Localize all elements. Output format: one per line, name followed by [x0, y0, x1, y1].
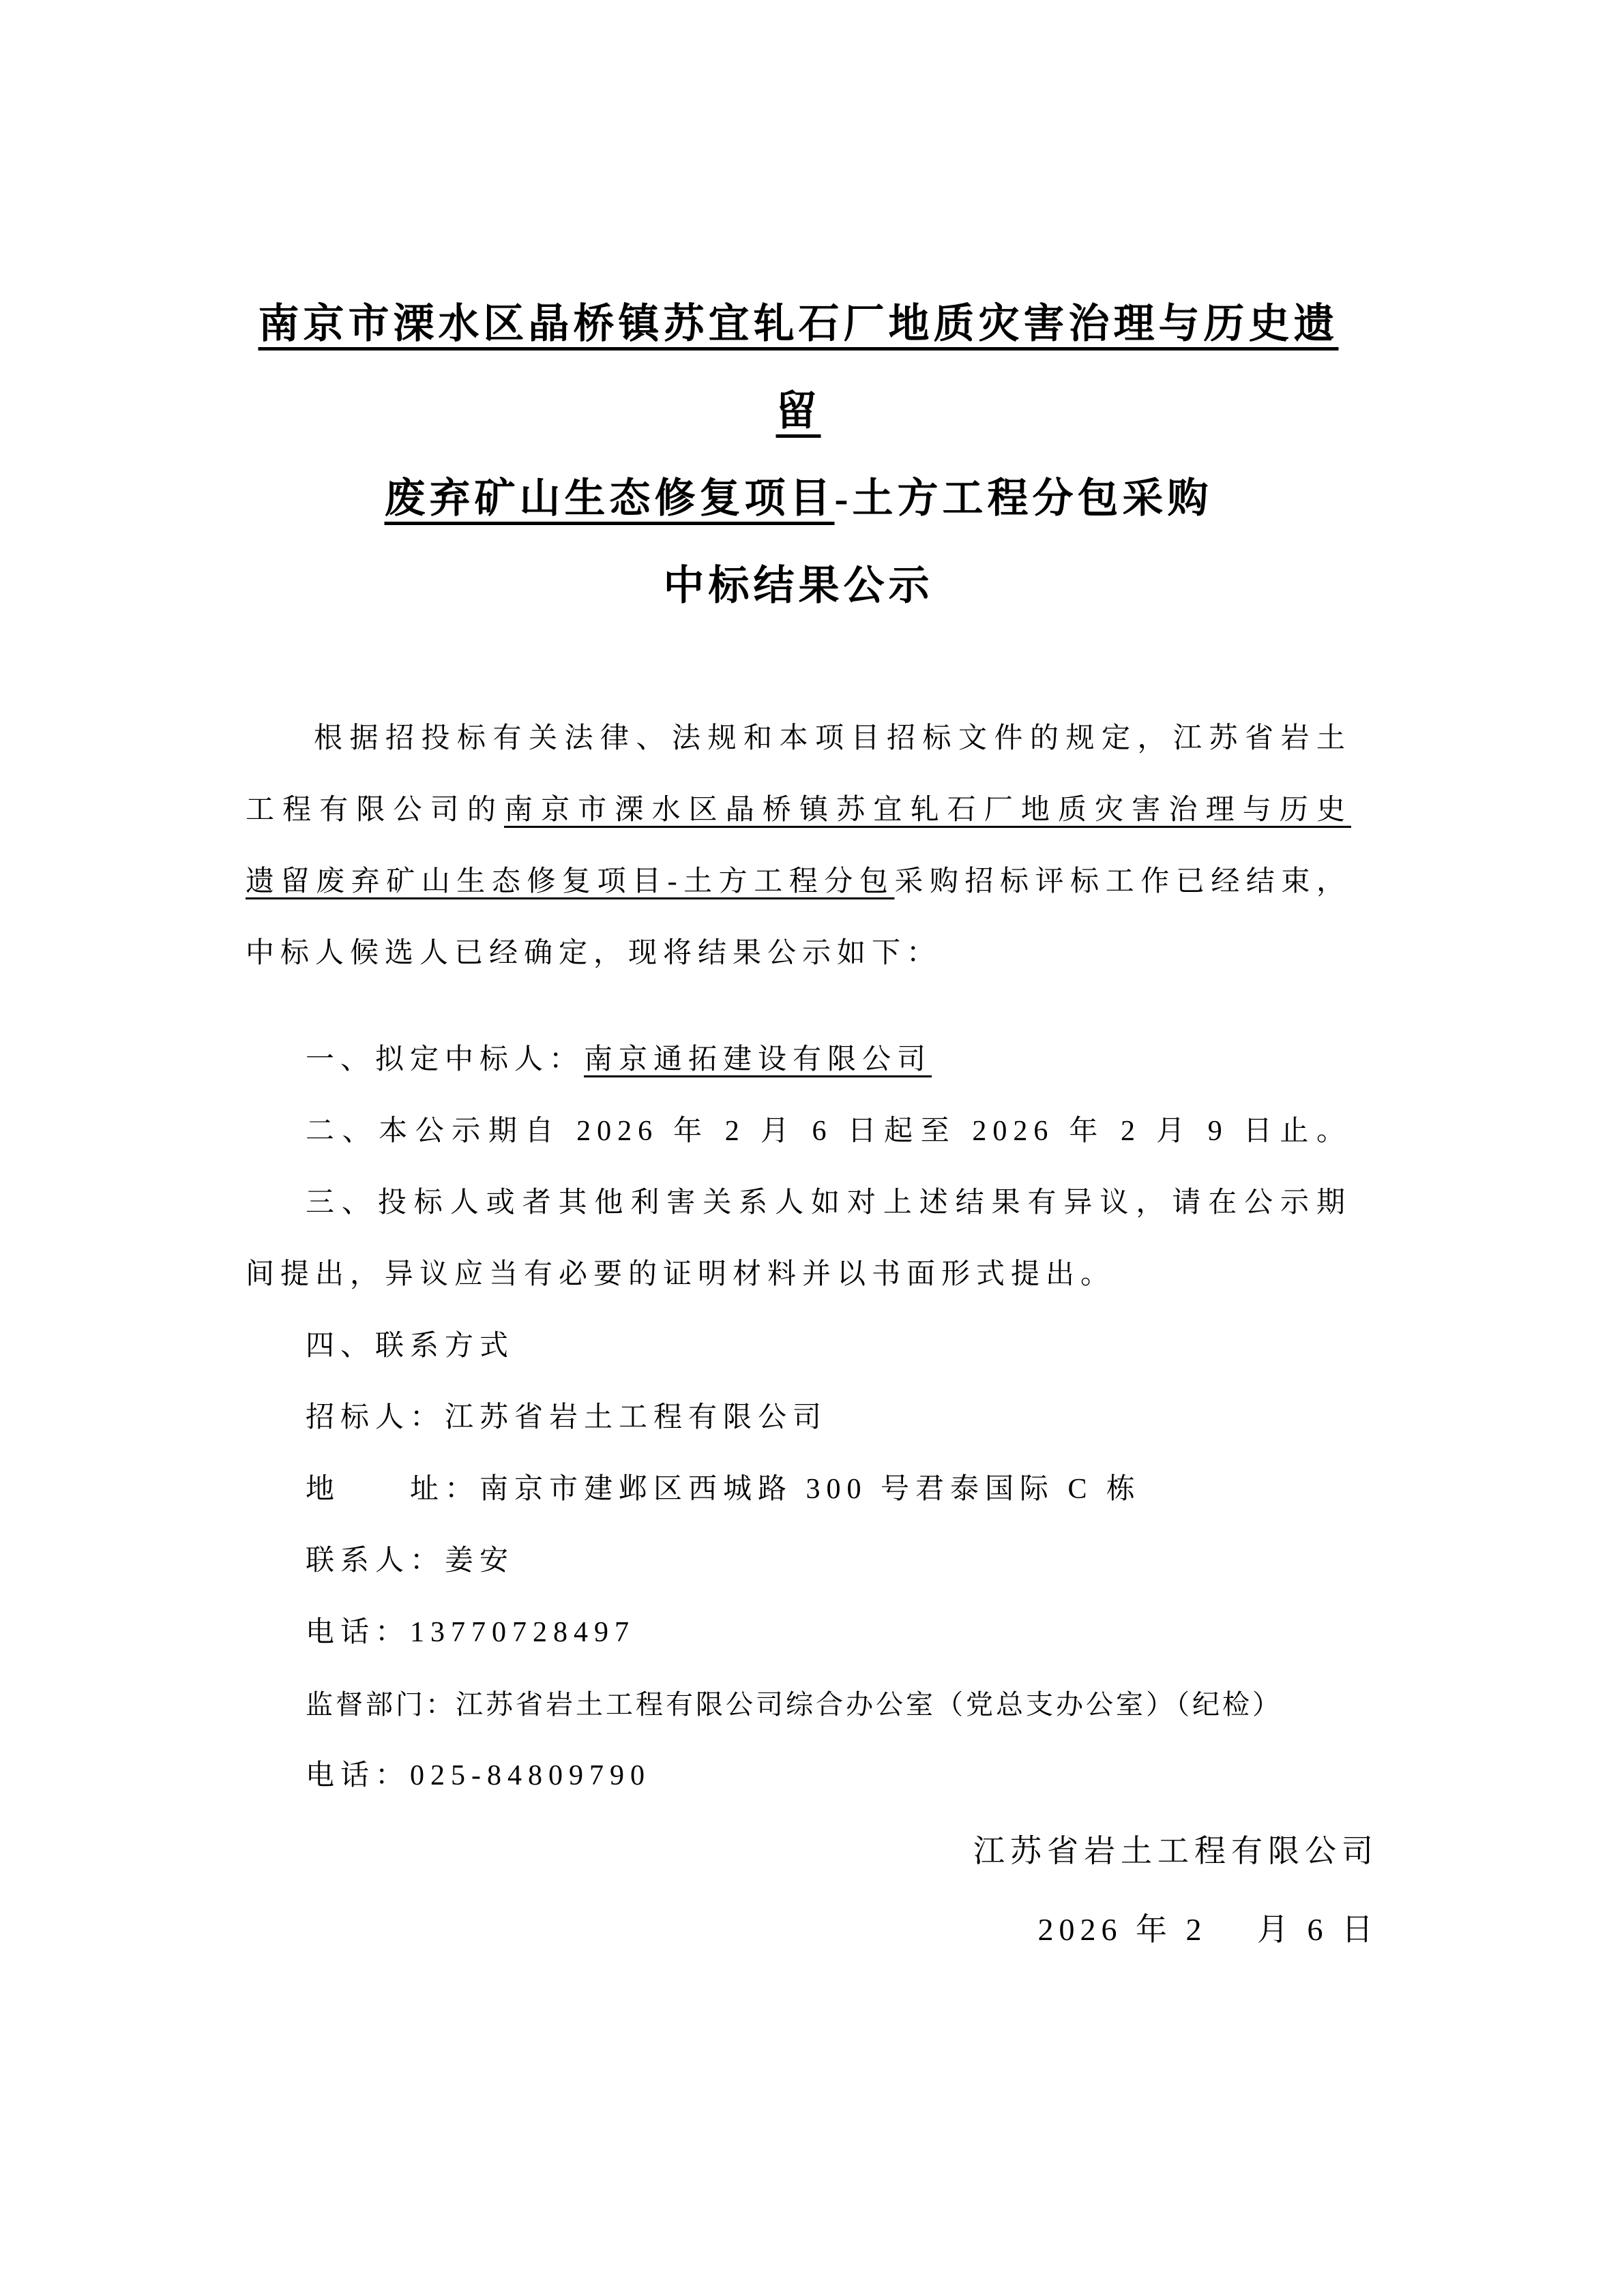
- signature-date: [246, 1890, 1378, 1969]
- item-4-text: 四、联系方式: [306, 1330, 515, 1362]
- item-2-text: 二、本公示期自 2026 年 2 月 6 日起至 2026 年 2 月 9 日止。: [306, 1116, 1351, 1147]
- contact-phone: [246, 1597, 1351, 1669]
- contact-tenderer: [246, 1382, 1351, 1454]
- intro-line-1: [246, 703, 1351, 775]
- title-line-3: [246, 542, 1351, 629]
- signature-company: [246, 1812, 1378, 1890]
- title-line-1: [246, 280, 1351, 455]
- intro-line-2: [246, 775, 1351, 846]
- contact-supervisor-text: 监督部门：江苏省岩土工程有限公司综合办公室（党总支办公室）（纪检）: [306, 1689, 1282, 1720]
- contact-person: [246, 1525, 1351, 1597]
- title-line-2-underlined-text: 废弃矿山生态修复项目: [384, 476, 835, 521]
- project-name-underlined-part1: 南京市溧水区晶桥镇苏宜轧石厂地质灾害治理与历史: [503, 794, 1351, 826]
- contact-phone-text: 电话：13770728497: [306, 1617, 636, 1648]
- item-4-contact-heading: [246, 1311, 1351, 1382]
- item-3-line-1-text: 三、投标人或者其他利害关系人如对上述结果有异议，请在公示期: [306, 1187, 1351, 1219]
- intro-line-2-pre-text: 工程有限公司的: [246, 794, 504, 826]
- contact-tenderer-text: 招标人：江苏省岩土工程有限公司: [306, 1402, 828, 1433]
- item-3-objection-line-1: [246, 1167, 1351, 1239]
- project-name-underlined-part2: 遗留废弃矿山生态修复项目-土方工程分包: [246, 866, 895, 897]
- contact-supervisor: [246, 1669, 1351, 1740]
- title-line-2-rest-text: -土方工程分包采购: [834, 476, 1213, 521]
- title-line-1-text: 南京市溧水区晶桥镇苏宜轧石厂地质灾害治理与历史遗留: [258, 301, 1339, 434]
- signature-block: [246, 1812, 1378, 1969]
- contact-address: [246, 1454, 1351, 1525]
- intro-line-3: [246, 846, 1351, 918]
- contact-address-text: 地 址：南京市建邺区西城路 300 号君泰国际 C 栋: [306, 1474, 1142, 1505]
- item-1-label: 一、拟定中标人：: [306, 1044, 585, 1075]
- document-title: [246, 280, 1351, 629]
- announcement-items: [246, 1024, 1351, 1812]
- contact-supervisor-phone-text: 电话：025-84809790: [306, 1760, 651, 1791]
- intro-line-1-text: 根据招投标有关法律、法规和本项目招标文件的规定，江苏省岩土: [314, 723, 1351, 754]
- item-3-line-2-text: 间提出，异议应当有必要的证明材料并以书面形式提出。: [246, 1259, 1116, 1290]
- item-1-winner: [246, 1024, 1351, 1096]
- intro-line-4: [246, 918, 1351, 989]
- intro-line-4-text: 中标人候选人已经确定，现将结果公示如下：: [246, 938, 942, 969]
- contact-supervisor-phone: [246, 1740, 1351, 1812]
- item-3-objection-line-2: [246, 1239, 1351, 1311]
- intro-line-3-rest-text: 采购招标评标工作已经结束，: [894, 866, 1351, 897]
- item-2-publicity-period: [246, 1096, 1351, 1167]
- winner-company-name: 南京通拓建设有限公司: [584, 1044, 932, 1075]
- intro-paragraph: [246, 703, 1351, 989]
- signature-date-text: 2026 年 2 月 6 日: [1037, 1912, 1378, 1947]
- contact-person-text: 联系人：姜安: [306, 1545, 515, 1577]
- signature-company-text: 江苏省岩土工程有限公司: [973, 1834, 1378, 1868]
- title-line-2: [246, 455, 1351, 542]
- title-line-3-text: 中标结果公示: [663, 563, 934, 608]
